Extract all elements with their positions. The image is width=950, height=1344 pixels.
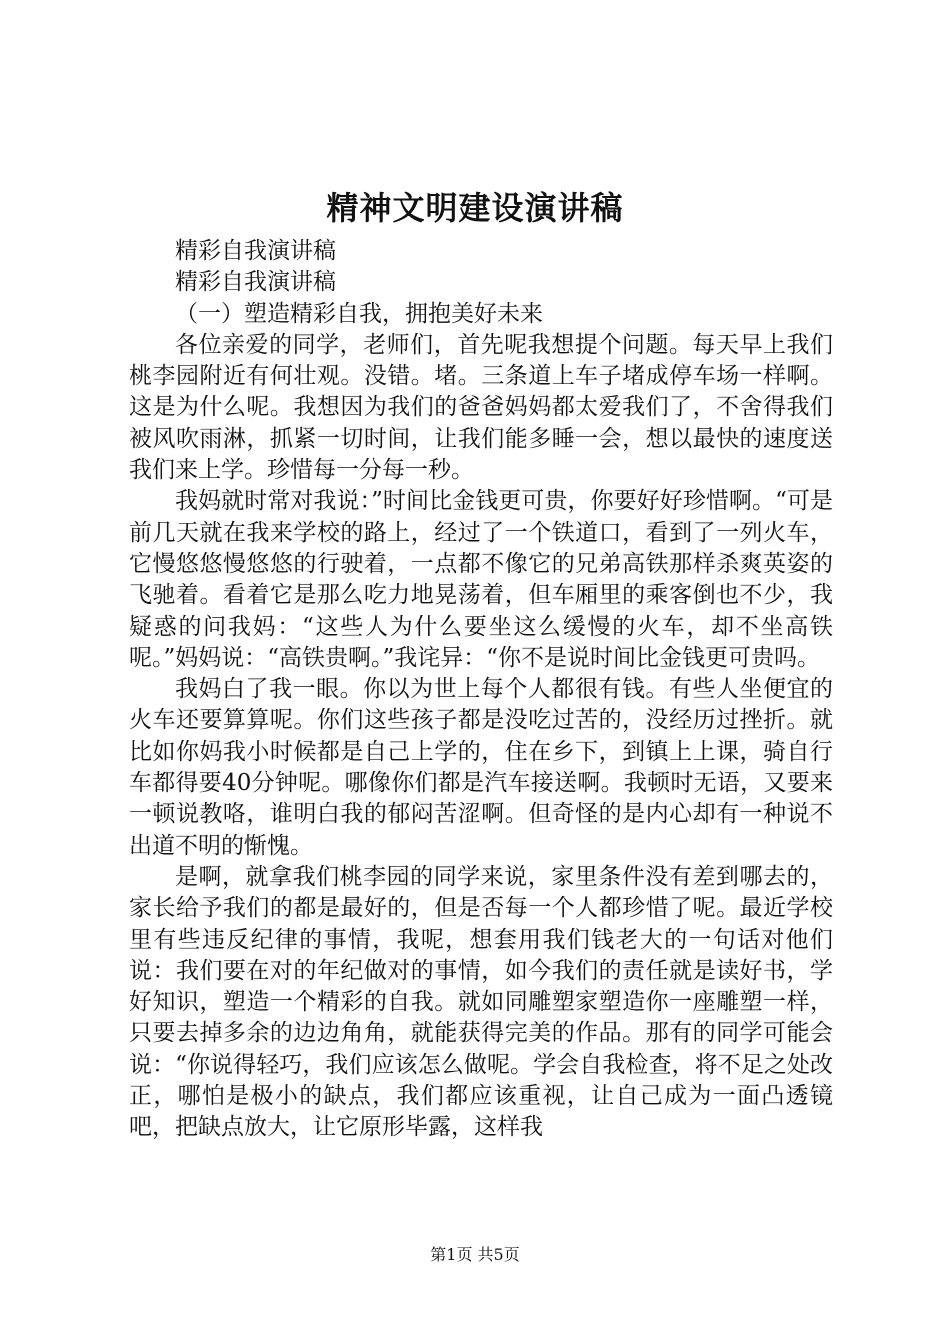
document-title: 精神文明建设演讲稿 [326,189,624,227]
paragraph: 是啊，就拿我们桃李园的同学来说，家里条件没有差到哪去的，家长给予我们的都是最好的，但是否每一个人都珍惜了呢。最近学校里有些违反纪律的事情，我呢，想套用我们钱老大的一句话对他们说：我们要在对的年纪做对的事情，如今我们的责任就是读好书，学好知识，塑造一个精彩的自我。就如同雕塑家塑造你一座雕塑一样，只要去掉多余的边边角角，就能获得完美的作品。那有的同学可能会说：“你说得轻巧，我们应该怎么做呢。学会自我检查，将不足之处改正，哪怕是极小的缺点，我们都应该重视，让自己成为一面凸透镜吧，把缺点放大，让它原形毕露，这样我 [129,863,833,1141]
document-body [129,236,833,1144]
paragraph-section-heading: （一）塑造精彩自我，拥抱美好未来 [175,300,543,327]
paragraph: 各位亲爱的同学，老师们，首先呢我想提个问题。每天早上我们桃李园附近有何壮观。没错。堵。三条道上车子堵成停车场一样啊。这是为什么呢。我想因为我们的爸爸妈妈都太爱我们了，不舍得我们被风吹雨淋，抓紧一切时间，让我们能多睡一会，想以最快的速度送我们来上学。珍惜每一分每一秒。 [129,331,833,484]
page-number-footer: 第1页 共5页 [430,1245,520,1264]
paragraph: 我妈白了我一眼。你以为世上每个人都很有钱。有些人坐便宜的火车还要算算呢。你们这些孩子都是没吃过苦的，没经历过挫折。就比如你妈我小时候都是自己上学的，住在乡下，到镇上上课，骑自行车都得要40分钟呢。哪像你们都是汽车接送啊。我顿时无语，又要来一顿说教咯，谁明白我的郁闷苦涩啊。但奇怪的是内心却有一种说不出道不明的惭愧。 [129,676,833,859]
paragraph-subtitle-repeat: 精彩自我演讲稿 [175,269,336,296]
paragraph-subtitle: 精彩自我演讲稿 [175,238,336,264]
paragraph: 我妈就时常对我说：”时间比金钱更可贵，你要好好珍惜啊。“可是前几天就在我来学校的路上，经过了一个铁道口，看到了一列火车，它慢悠悠慢悠悠的行驶着，一点都不像它的兄弟高铁那样杀爽英姿的飞驰着。看着它是那么吃力地晃荡着，但车厢里的乘客倒也不少，我疑惑的问我妈：“这些人为什么要坐这么缓慢的火车，却不坐高铁呢。”妈妈说：“高铁贵啊。”我诧异：“你不是说时间比金钱更可贵吗。 [129,488,833,671]
